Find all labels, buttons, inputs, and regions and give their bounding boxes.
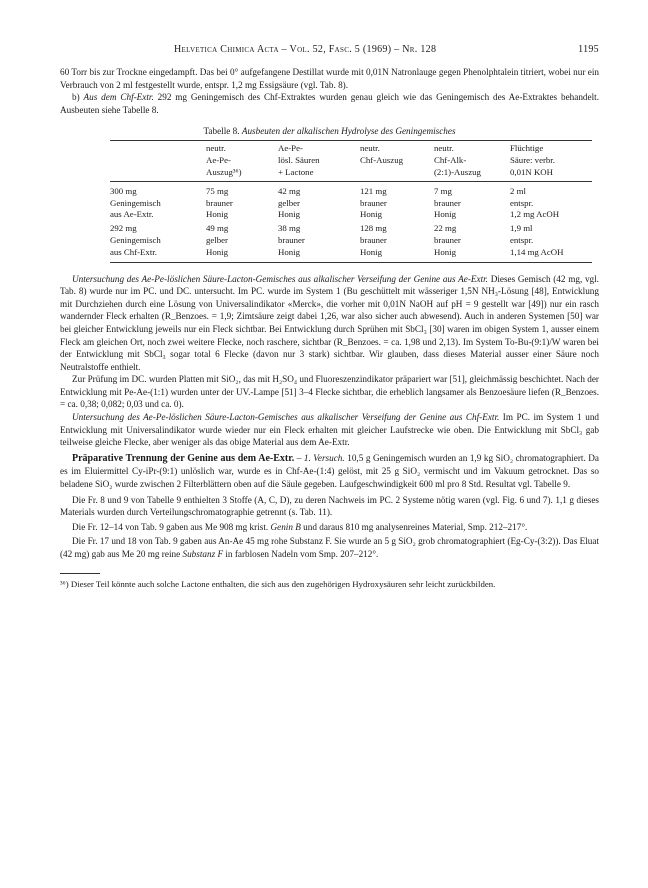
paragraph-acid-lactone-ae [60,273,599,374]
table-cell: brauner [434,197,461,208]
table-cell: Honig [206,209,228,220]
table-cell: gelber [206,234,228,245]
paragraph-text: 292 mg Geningemisch des Chf-Extraktes wurden genau gleich wie das Geningemisch des Ae-Extraktes behandelt. Ausbeuten siehe Tabelle 8. [60,92,599,115]
table-cell: brauner [278,234,305,245]
footnote-marker: ³⁶) [60,578,69,589]
table-row [110,221,592,235]
heading-dash: – [294,452,304,463]
table-cell: Honig [278,209,300,220]
table-cell: entspr. [510,197,534,208]
table-cell: 7 mg [434,185,452,196]
paragraph-text: Dieses Gemisch (42 mg, vgl. Tab. 8) wurde nur im PC. und DC. untersucht. Im PC. wurde im System 1 (Bu geschüttelt mit wässeriger 1,5N NH₃-Lösung [48], Entwicklung mit Durchziehen durch eine Lösung von Universalindikator «Merck», die vorher mit 0,01N NaOH auf pH = 9 gestellt war [49]) nur ein rasch wandernder Fleck erhalten (R_Benzoes. = 1,9; Zimtsäure zeigt dabei 1,26, war also sicher auch abwesend). Auch in anderen Systemen [50] war bei gleicher Entwicklung jeweils nur ein Fleck sichtbar. Bei Entwicklung durch Sprühen mit SbCl₃ [30] waren im obigen System 1, ausser einem Fleck am gleichen Ort, noch zwei weitere Flecke, noch raschere, sichtbar (R_Benzoes. = ca. 1,98 und 2,13). Im System To-Bu-(9:1)/W waren bei der Entwicklung mit SbCl₃ sogar total 6 Flecke (davon nur 3 stark) sichtbar. Wir glauben, dass dieses Material ausser einer Säure noch Neutralstoffe enthielt. [60,273,599,372]
paragraph-text: 10,5 g Geningemisch wurden an 1,9 kg SiO₂ chromatographiert. Da es im Eluiermittel Cy-iPr-(9:1) unlöslich war, wurde es in Chf-Ae-(1:4) gelöst, mit 25 g SiO₂ vermischt und im Vakuum getrocknet. Das so beladene SiO₂ wurde zwischen 2 Filterblättern oben auf die Säule gegeben. Laufgeschwindigkeit 600 ml pro 8 Std. Resultat vgl. Tabelle 9. [60,452,599,490]
compound-name: Genin B [270,521,301,532]
table-cell: Honig [360,209,382,220]
page-number: 1195 [578,44,599,55]
paragraph-fractions-8-9: Die Fr. 8 und 9 von Tabelle 9 enthielten 3 Stoffe (A, C, D), zu deren Nachweis im PC. 2 Systeme nötig waren (vgl. Fig. 6 und 7). 1,1 g dieses Materials wurden durch Verteilungschromatographie getrennt (s. Tab. 11). [60,494,599,518]
table-cell: Honig [434,209,456,220]
results-table [110,140,592,262]
table-header-cell: neutr. Chf-Auszug [360,143,404,166]
table-cell: 292 mg [110,223,137,234]
footnote [60,578,599,590]
table-cell: 300 mg [110,185,137,196]
table-cell: 1,9 ml [510,223,533,234]
paragraph-acid-lactone-chf [60,411,599,449]
paragraph-text: Die Fr. 12–14 von Tab. 9 gaben aus Me 908 mg krist. [72,521,271,532]
section-lead: Aus dem Chf-Extr. [83,92,154,103]
table-row [110,235,592,247]
table-cell: Honig [278,247,360,262]
paragraph-tlc-test: Zur Prüfung im DC. wurden Platten mit SiO₂, das mit H₂SO₄ und Fluoreszenzindikator präpariert war [51], gleichmässig beschichtet. Nach der Entwicklung mit Pe-Ae-(1:1) wurden unter der UV.-Lampe [51] 3–4 Flecke sichtbar, die erheblich langsamer als Benzoesäure liefen (R_Benzoes. = ca. 0,38; 0,082; 0,03 und ca. 0). [60,374,599,410]
table-cell: Honig [360,247,434,262]
experiment-label: 1. Versuch. [303,452,345,463]
running-title: Helvetica Chimica Acta – Vol. 52, Fasc. 5 (1969) – Nr. 128 [174,44,437,55]
table-cell: Geningemisch [110,234,161,245]
table-cell: brauner [360,197,387,208]
table-row [110,247,592,262]
paragraph-preparative-separation [60,452,599,491]
table-cell: gelber [278,197,300,208]
table-cell: aus Chf-Extr. [110,247,206,262]
table-header-cell: Ae-Pe- lösl. Säuren + Lactone [278,143,320,177]
footnote-divider [60,573,100,574]
table-caption-title: Ausbeuten der alkalischen Hydrolyse des Geningemisches [241,126,456,137]
table-row [110,209,592,221]
table-cell: 49 mg [206,223,229,234]
table-cell: 2 ml [510,185,526,196]
footnote-text: Dieser Teil könnte auch solche Lactone enthalten, die sich aus den zugehörigen Hydroxysäuren sehr leicht zurückbilden. [68,578,496,589]
table-cell: Honig [434,247,510,262]
table-cell: aus Ae-Extr. [110,209,154,220]
table-cell: 75 mg [206,185,229,196]
table-row [110,198,592,210]
table-cell: brauner [360,234,387,245]
table-header-cell: neutr. Chf-Alk- (2:1)-Auszug [434,143,481,177]
paragraph-text: und daraus 810 mg analysenreines Material, Smp. 212–217°. [300,521,528,532]
table-cell: 1,2 mg AcOH [510,209,560,220]
table-cell: 22 mg [434,223,457,234]
journal-page [60,44,599,590]
table-header-cell: Flüchtige Säure: verbr. 0,01N KOH [510,143,555,177]
paragraph-fractions-12-14 [60,521,599,534]
compound-name: Substanz F [182,549,224,560]
section-heading: Präparative Trennung der Genine aus dem Ae-Extr. [72,452,295,464]
table-row [110,181,592,197]
paragraph-chf-extract [60,91,599,116]
table-cell: 121 mg [360,185,387,196]
table-caption [60,126,599,136]
table-header-cell [110,141,206,181]
table-cell: Geningemisch [110,197,161,208]
paragraph-distillate: 60 Torr bis zur Trockne eingedampft. Das bei 0° aufgefangene Destillat wurde mit 0,01N Natronlauge gegen Phenolphtalein titriert, wobei nur ein Verbrauch von 2 ml festgestellt wurde, entspr. 1,2 mg Essigsäure (vgl. Tab. 8). [60,67,599,90]
table-cell: Honig [206,247,278,262]
paragraph-text: Die Fr. 17 und 18 von Tab. 9 gaben aus An-Ae 45 mg rohe Substanz F. Sie wurde an 5 g SiO₂ grob chromatographiert (Eg-Cy-(3:2)). Das Eluat (42 mg) gab aus Me 20 mg reine [60,536,599,560]
table-header-row [110,141,592,181]
section-lead: Untersuchung des Ae-Pe-löslichen Säure-Lacton-Gemisches aus alkalischer Verseifung der Genine aus Chf-Extr. [72,412,500,423]
table-cell: 42 mg [278,185,301,196]
section-lead: Untersuchung des Ae-Pe-löslichen Säure-Lacton-Gemisches aus alkalischer Verseifung der Genine aus Ae-Extr. [72,273,488,284]
table-cell: 128 mg [360,223,387,234]
paragraph-text: Im PC. im System 1 und Entwicklung mit Universalindikator wurde wieder nur ein Fleck erhalten mit gleicher Laufstrecke wie oben. Die Entwicklung mit SbCl₃ gab teilweise gleiche Flecke, aber weniger als das obige Material aus dem Ae-Extr. [60,412,600,448]
table-cell: 1,14 mg AcOH [510,247,592,262]
paragraph-fractions-17-18 [60,535,599,560]
table-caption-label: Tabelle 8. [203,126,240,137]
table-cell: brauner [434,234,461,245]
list-label: b) [72,92,84,103]
table-header-cell: neutr. Ae-Pe- Auszug³⁶) [206,143,242,177]
paragraph-text: in farblosen Nadeln vom Smp. 207–212°. [223,549,379,560]
table-cell: entspr. [510,234,534,245]
table-cell: 38 mg [278,223,301,234]
table-cell: brauner [206,197,233,208]
running-header [60,44,599,58]
